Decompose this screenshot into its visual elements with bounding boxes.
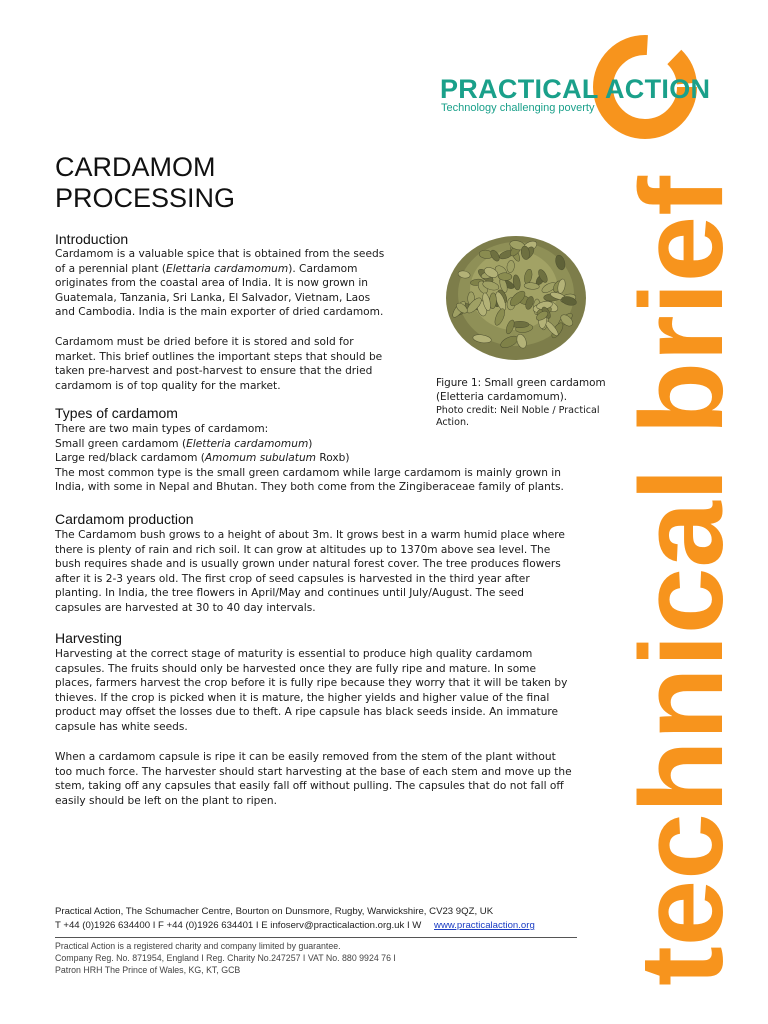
page-title bbox=[55, 152, 235, 214]
footer-registration: Company Reg. No. 871954, England I Reg. Charity No.247257 I VAT No. 880 9924 76 I bbox=[55, 953, 396, 963]
page-title-line2: PROCESSING bbox=[55, 183, 236, 213]
introduction-heading: Introduction bbox=[55, 231, 129, 247]
footer-contact-text: T +44 (0)1926 634400 I F +44 (0)1926 634401 I E infoserv@practicalaction.org.uk I W bbox=[55, 920, 422, 931]
footer-contact bbox=[55, 920, 535, 932]
harvesting-paragraph-1: Harvesting at the correct stage of maturity is essential to produce high quality cardamom capsules. The fruits should only be harvested once they are fully ripe and mature. In some places, farmers harvest the crop before it is fully ripe because they worry that it will be taken by thieves. If the crop is picked when it is mature, the higher yields and higher value of the final product may offset the losses due to theft. A ripe capsule has black seeds inside. An immature capsule has white seeds. bbox=[55, 648, 568, 733]
logo-tagline: Technology challenging poverty bbox=[441, 102, 595, 114]
footer-address: Practical Action, The Schumacher Centre, Bourton on Dunsmore, Rugby, Warwickshire, CV23 9QZ, UK bbox=[55, 906, 494, 917]
introduction-paragraph-2: Cardamom must be dried before it is stored and sold for market. This brief outlines the important steps that should be taken pre-harvest and post-harvest to ensure that the dried cardamom is of top quality for the market. bbox=[55, 336, 383, 392]
harvesting-paragraph-2: When a cardamom capsule is ripe it can be easily removed from the stem of the plant without too much force. The harvester should start harvesting at the base of each stem and move up the stem, taking off any capsules that easily fall off without pulling. The capsules that do not fall off easily should be left on the plant to ripen. bbox=[55, 751, 572, 807]
harvesting-heading: Harvesting bbox=[55, 630, 122, 646]
types-paragraph: There are two main types of cardamom: Small green cardamom (Eletteria cardamomum) Large red/black cardamom (Amomum subulatum Roxb) The most common type is the small green cardamom while large cardamom is mainly grown in India, with some in Nepal and Bhutan. They both come from the Zingiberaceae family of plants. bbox=[55, 423, 564, 494]
technical-brief-banner bbox=[620, 168, 740, 988]
cardamom-pile-photo bbox=[436, 220, 596, 370]
page-title-line1: CARDAMOM bbox=[55, 152, 216, 182]
production-heading: Cardamom production bbox=[55, 511, 194, 527]
logo-title[interactable]: PRACTICAL ACTION bbox=[440, 74, 711, 104]
footer-charity: Practical Action is a registered charity and company limited by guarantee. bbox=[55, 941, 341, 951]
production-paragraph: The Cardamom bush grows to a height of about 3m. It grows best in a warm humid place where there is plenty of rain and rich soil. It can grow at altitudes up to 1370m above sea level. The bush requires shade and is usually grown under natural forest cover. The tree produces flowers after it is 2-3 years old. The first crop of seed capsules is harvested in the third year after planting. In India, the tree flowers in April/May and continues until July/August. The seed capsules are harvested at 30 to 40 day intervals. bbox=[55, 529, 565, 614]
types-heading: Types of cardamom bbox=[55, 405, 178, 421]
footer-divider bbox=[55, 937, 577, 938]
footer-patron: Patron HRH The Prince of Wales, KG, KT, GCB bbox=[55, 965, 241, 975]
figure-caption: Figure 1: Small green cardamom (Eletteria cardamomum). Photo credit: Neil Noble / Practical Action. bbox=[436, 377, 606, 429]
footer-website-link[interactable]: www.practicalaction.org bbox=[434, 920, 535, 931]
technical-brief-text: technical brief bbox=[620, 185, 740, 986]
introduction-paragraph-1: Cardamom is a valuable spice that is obtained from the seeds of a perennial plant (Elettaria cardamomum). Cardamom originates from the coastal area of India. It is now grown in Guatemala, Tanzania, Sri Lanka, El Salvador, Vietnam, Laos and Cambodia. India is the main exporter of dried cardamom. bbox=[55, 248, 385, 319]
